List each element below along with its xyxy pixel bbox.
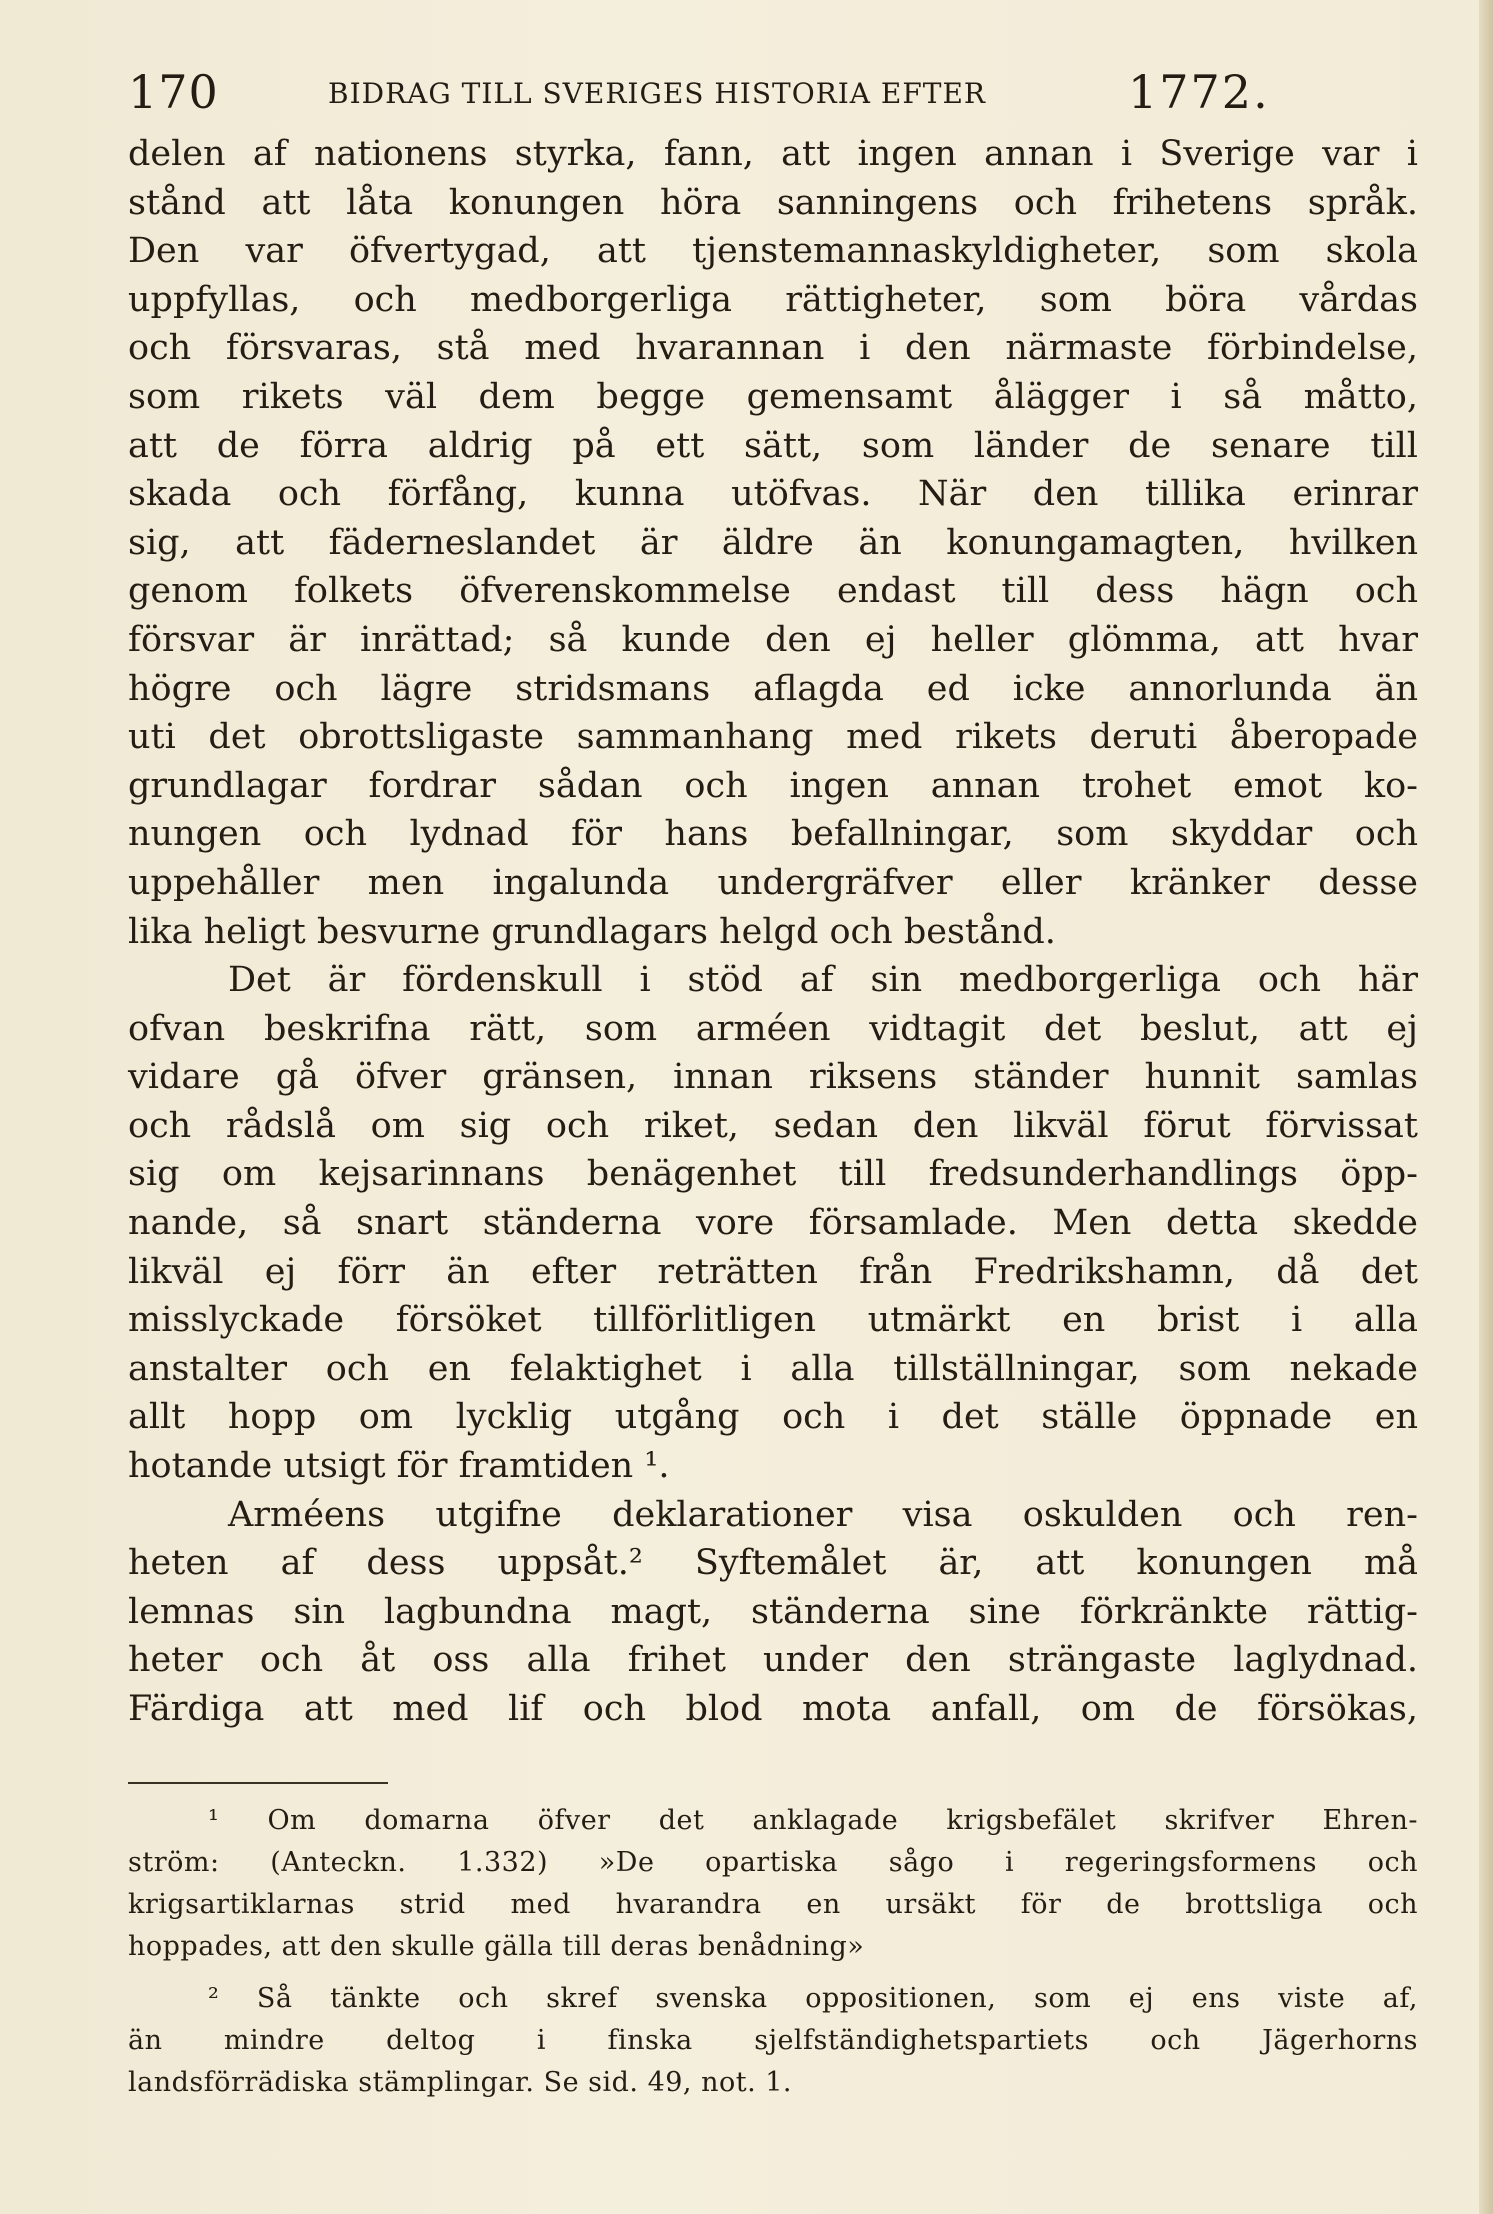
text-line: heter och åt oss alla frihet under den strängaste laglydnad. [128,1640,1418,1681]
text-line: ofvan beskrifna rätt, som arméen vidtagit det beslut, att ej [128,1008,1418,1049]
text-line: försvar är inrättad; så kunde den ej heller glömma, att hvar [128,619,1418,660]
text-line: Den var öfvertygad, att tjenstemannaskyldigheter, som skola [128,231,1418,272]
page-header [128,62,1378,122]
text-line: uti det obrottsligaste sammanhang med rikets deruti åberopade [128,717,1418,758]
text-line: högre och lägre stridsmans aflagda ed icke annorlunda än [128,668,1418,709]
text-line: nande, så snart ständerna vore församlade. Men detta skedde [128,1203,1418,1244]
footnote-line: landsförrädiska stämplingar. Se sid. 49, not. 1. [128,2067,793,2098]
page-edge [1479,0,1493,2214]
footnote-line: krigsartiklarnas strid med hvarandra en ursäkt för de brottsliga och [128,1889,1418,1920]
text-line: Färdiga att med lif och blod mota anfall, om de försökas, [128,1689,1418,1729]
body-text [128,130,1418,1734]
text-line: sig om kejsarinnans benägenhet till fredsunderhandlings öpp- [128,1154,1418,1195]
text-line: och försvaras, stå med hvarannan i den närmaste förbindelse, [128,328,1418,369]
text-line: uppfyllas, och medborgerliga rättigheter, som böra vårdas [128,279,1418,320]
footnote-line: ström: (Anteckn. 1.332) »De opartiska sågo i regeringsformens och [128,1847,1418,1878]
footnote-rule [128,1782,388,1784]
page-number: 170 [128,65,219,119]
text-line: likväl ej förr än efter reträtten från Fredrikshamn, då det [128,1251,1418,1292]
text-line: vidare gå öfver gränsen, innan riksens ständer hunnit samlas [128,1057,1418,1098]
footnotes [128,1800,1418,2104]
text-line: stånd att låta konungen höra sanningens och frihetens språk. [128,182,1418,223]
text-line: uppehåller men ingalunda undergräfver eller kränker desse [128,862,1418,903]
text-line: och rådslå om sig och riket, sedan den likväl förut förvissat [128,1105,1418,1146]
footnote-line: ² Så tänkte och skref svenska oppositionen, som ej ens viste af, [208,1983,1418,2014]
text-line: sig, att fäderneslandet är äldre än konungamagten, hvilken [128,522,1418,563]
running-title: BIDRAG TILL SVERIGES HISTORIA EFTER [328,77,986,110]
footnote-line: än mindre deltog i finska sjelfständighetspartiets och Jägerhorns [128,2025,1418,2056]
text-line: lemnas sin lagbundna magt, ständerna sine förkränkte rättig- [128,1591,1418,1632]
text-line: hotande utsigt för framtiden ¹. [128,1446,670,1487]
text-line: Arméens utgifne deklarationer visa oskulden och ren- [228,1494,1418,1535]
footnote-line: hoppades, att den skulle gälla till deras benådning» [128,1931,865,1962]
header-year: 1772. [1128,65,1270,119]
text-line: som rikets väl dem begge gemensamt ålägger i så måtto, [128,376,1418,417]
text-line: att de förra aldrig på ett sätt, som länder de senare till [128,425,1418,466]
text-line: genom folkets öfverenskommelse endast till dess hägn och [128,571,1418,612]
text-line: Det är fördenskull i stöd af sin medborgerliga och här [228,960,1418,1001]
text-line: skada och förfång, kunna utöfvas. När den tillika erinrar [128,474,1418,515]
text-line: nungen och lydnad för hans befallningar, som skyddar och [128,814,1418,855]
text-line: delen af nationens styrka, fann, att ingen annan i Sverige var i [128,134,1418,174]
text-line: anstalter och en felaktighet i alla tillställningar, som nekade [128,1348,1418,1389]
text-line: heten af dess uppsåt.² Syftemålet är, att konungen må [128,1543,1418,1584]
text-line: grundlagar fordrar sådan och ingen annan trohet emot ko- [128,765,1418,806]
text-line: lika heligt besvurne grundlagars helgd och bestånd. [128,911,1056,952]
text-line: misslyckade försöket tillförlitligen utmärkt en brist i alla [128,1300,1418,1341]
text-line: allt hopp om lycklig utgång och i det ställe öppnade en [128,1397,1418,1438]
footnote-line: ¹ Om domarna öfver det anklagade krigsbefälet skrifver Ehren- [208,1805,1418,1836]
